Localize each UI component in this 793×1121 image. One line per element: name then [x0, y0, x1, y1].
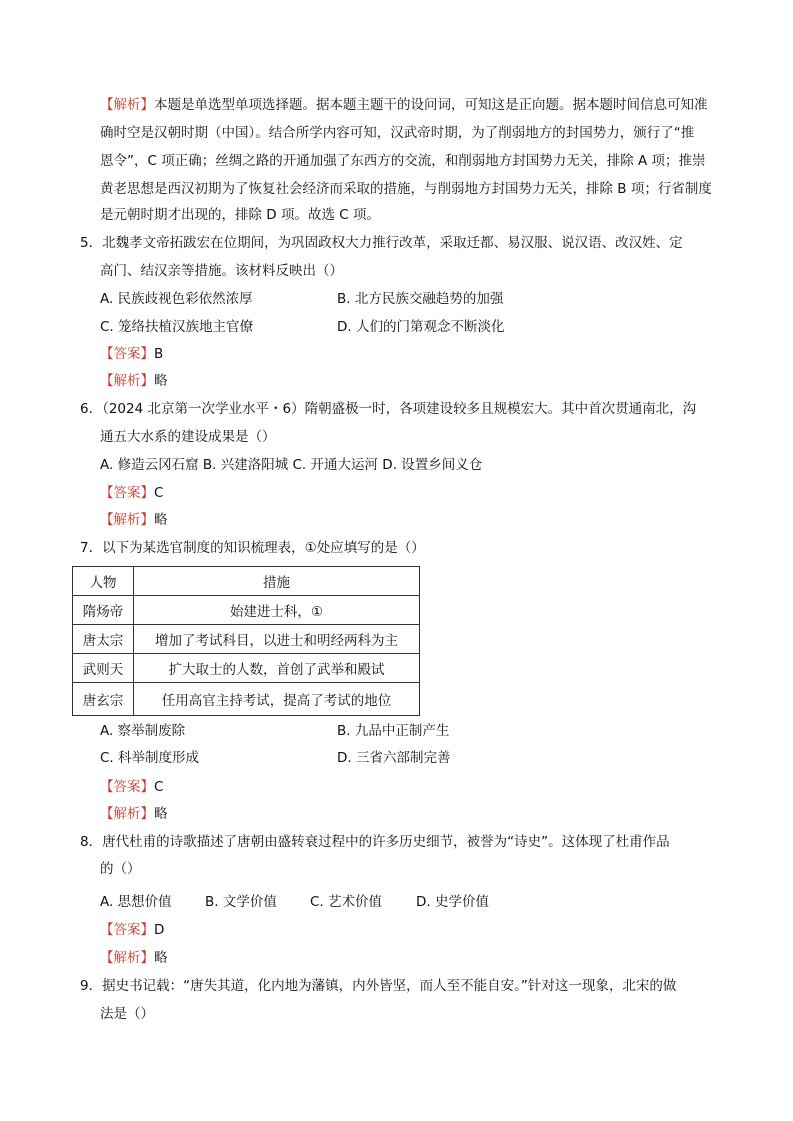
table-cell: 武则天: [73, 654, 134, 683]
question-7-option-d: D. 三省六部制完善: [337, 750, 451, 766]
question-number: 9．: [80, 978, 103, 994]
analysis-tag: 【解析】: [100, 950, 154, 966]
question-9-stem-2: 法是（）: [100, 1006, 154, 1022]
table-row: [73, 683, 420, 716]
question-number: 8．: [80, 834, 103, 850]
question-7-option-b: B. 九品中正制产生: [337, 723, 450, 739]
question-7-stem: 7．以下为某选官制度的知识梳理表，①处应填写的是（）: [80, 540, 425, 556]
table-header-cell: 措施: [134, 567, 420, 596]
question-8-option-c: C. 艺术价值: [310, 894, 383, 910]
knowledge-table: [72, 566, 420, 716]
question-8-stem-1: 8．唐代杜甫的诗歌描述了唐朝由盛转衰过程中的许多历史细节，被誉为“诗史”。这体现了杜甫作品: [80, 834, 670, 850]
question-7-option-a: A. 察举制废除: [100, 723, 186, 739]
question-number: 7．: [80, 540, 103, 556]
answer-tag: 【答案】: [100, 922, 154, 938]
question-6-stem-2: 通五大水系的建设成果是（）: [100, 429, 276, 445]
question-6-answer: 【答案】C: [100, 485, 164, 501]
intro-analysis-line-1: 【解析】本题是单选型单项选择题。据本题主题干的设问词，可知这是正向题。据本题时间信息可知准: [100, 97, 708, 113]
intro-analysis-line-2: 确时空是汉朝时期（中国）。结合所学内容可知，汉武帝时期，为了削弱地方的封国势力，颁行了“推: [100, 125, 695, 141]
table-header-cell: 人物: [73, 567, 134, 596]
answer-tag: 【答案】: [100, 779, 154, 795]
table-row: [73, 596, 420, 625]
table-row: [73, 625, 420, 654]
question-9-stem-1: 9．据史书记载：“唐失其道，化内地为藩镇，内外皆坚，而人至不能自安。”针对这一现象，北宋的做: [80, 978, 677, 994]
intro-analysis-line-4: 黄老思想是西汉初期为了恢复社会经济而采取的措施，与削弱地方封国势力无关，排除 B 项；行省制度: [100, 181, 712, 197]
question-8-option-d: D. 史学价值: [416, 894, 489, 910]
table-cell: 唐玄宗: [73, 683, 134, 716]
analysis-tag: 【解析】: [100, 806, 154, 822]
question-6-stem-1: 6．（2024 北京第一次学业水平・6）隋朝盛极一时，各项建设较多且规模宏大。其中首次贯通南北，沟: [80, 401, 697, 417]
question-8-stem-2: 的（）: [100, 861, 141, 877]
question-5-stem-2: 高门、结汉亲等措施。该材料反映出（）: [100, 263, 343, 279]
question-5-stem-1: 5．北魏孝文帝拓跋宏在位期间，为巩固政权大力推行改革，采取迁都、易汉服、说汉语、改汉姓、定: [80, 235, 683, 251]
question-number: 5．: [80, 235, 103, 251]
question-5-option-d: D. 人们的门第观念不断淡化: [337, 319, 505, 335]
question-7-analysis: 【解析】略: [100, 806, 168, 822]
question-5-option-b: B. 北方民族交融趋势的加强: [337, 291, 504, 307]
table-cell: 扩大取士的人数，首创了武举和殿试: [134, 654, 420, 683]
question-8-analysis: 【解析】略: [100, 950, 168, 966]
question-6-options: A. 修造云冈石窟 B. 兴建洛阳城 C. 开通大运河 D. 设置乡间义仓: [100, 457, 483, 473]
analysis-tag: 【解析】: [100, 512, 154, 528]
question-8-option-a: A. 思想价值: [100, 894, 172, 910]
table-cell: 唐太宗: [73, 625, 134, 654]
table-cell: 始建进士科，①: [134, 596, 420, 625]
question-6-analysis: 【解析】略: [100, 512, 168, 528]
question-7-option-c: C. 科举制度形成: [100, 750, 200, 766]
question-7-answer: 【答案】C: [100, 779, 164, 795]
question-5-option-a: A. 民族歧视色彩依然浓厚: [100, 291, 253, 307]
question-5-analysis: 【解析】略: [100, 373, 168, 389]
question-number: 6．: [80, 401, 103, 417]
question-8-option-b: B. 文学价值: [205, 894, 277, 910]
table-header-row: [73, 567, 420, 596]
answer-tag: 【答案】: [100, 346, 154, 362]
question-5-answer: 【答案】B: [100, 346, 164, 362]
answer-tag: 【答案】: [100, 485, 154, 501]
question-5-option-c: C. 笼络扶植汉族地主官僚: [100, 319, 254, 335]
analysis-tag: 【解析】: [100, 97, 154, 113]
table-cell: 隋炀帝: [73, 596, 134, 625]
analysis-tag: 【解析】: [100, 373, 154, 389]
table-row: [73, 654, 420, 683]
table-cell: 任用高官主持考试，提高了考试的地位: [134, 683, 420, 716]
intro-analysis-line-5: 是元朝时期才出现的，排除 D 项。故选 C 项。: [100, 207, 380, 223]
table-cell: 增加了考试科目，以进士和明经两科为主: [134, 625, 420, 654]
intro-analysis-line-3: 恩令”，C 项正确；丝绸之路的开通加强了东西方的交流，和削弱地方封国势力无关，排除 A 项；推崇: [100, 153, 706, 169]
question-8-answer: 【答案】D: [100, 922, 165, 938]
